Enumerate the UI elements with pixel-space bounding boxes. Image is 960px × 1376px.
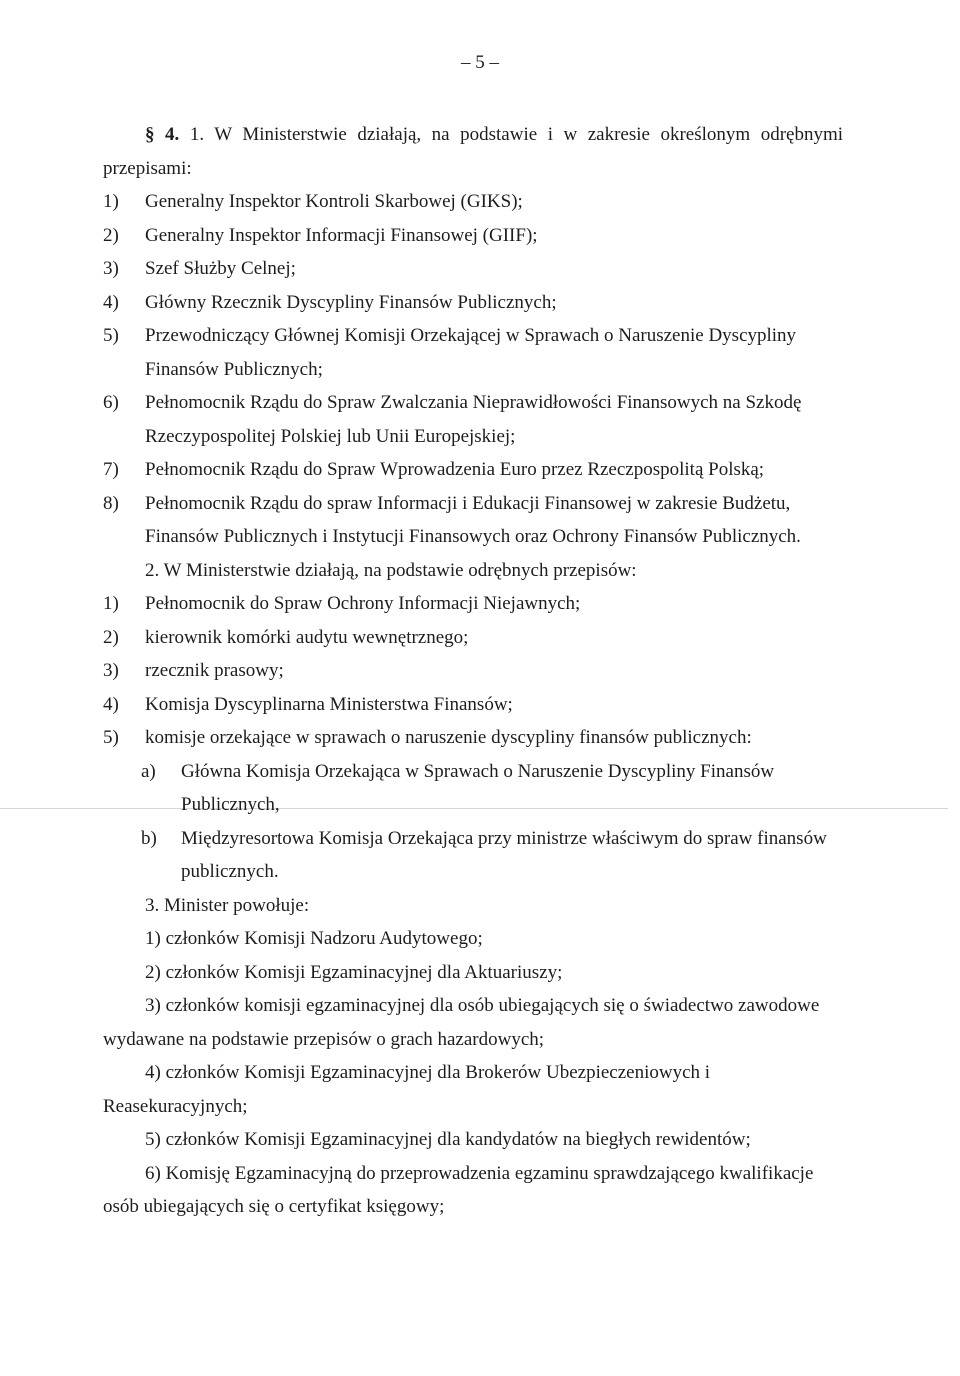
list-item: 2) kierownik komórki audytu wewnętrznego;	[103, 626, 469, 648]
list-item: 7) Pełnomocnik Rządu do Spraw Wprowadzenia Euro przez Rzeczpospolitą Polską;	[103, 459, 765, 480]
list-item: 4) Komisja Dyscyplinarna Ministerstwa Finansów;	[103, 693, 513, 715]
section-sign: § 4.	[145, 124, 180, 145]
document-body	[103, 118, 843, 1224]
list-item: 1) Generalny Inspektor Kontroli Skarbowej (GIKS);	[103, 191, 523, 212]
list-item: 1) Pełnomocnik do Spraw Ochrony Informacji Niejawnych;	[103, 593, 581, 614]
list-item: 5) członków Komisji Egzaminacyjnej dla kandydatów na biegłych rewidentów;	[145, 1129, 751, 1150]
list-item: 5) komisje orzekające w sprawach o naruszenie dyscypliny finansów publicznych:	[103, 727, 752, 748]
s4-p1-intro-line2: przepisami:	[103, 157, 192, 179]
s4-p3-list	[103, 922, 843, 1224]
s4-p1-intro-line1: 1. W Ministerstwie działają, na podstawie i w zakresie określonym odrębnymi	[189, 124, 844, 145]
list-item: 2) członków Komisji Egzaminacyjnej dla Aktuariuszy;	[145, 961, 563, 983]
list-item: b) Międzyresortowa Komisja Orzekająca przy ministrze właściwym do spraw finansów publicznych.	[141, 827, 827, 882]
list-item: 2) Generalny Inspektor Informacji Finansowej (GIIF);	[103, 224, 538, 246]
list-item: 6) Pełnomocnik Rządu do Spraw Zwalczania Nieprawidłowości Finansowych na Szkodę Rzeczypospolitej Polskiej lub Unii Europejskiej;	[103, 392, 802, 447]
list-item: 1) członków Komisji Nadzoru Audytowego;	[145, 928, 483, 949]
s4-p1-list	[103, 185, 843, 554]
list-item: 3) członków komisji egzaminacyjnej dla osób ubiegających się o świadectwo zawodowe wydawane na podstawie przepisów o grach hazardowych;	[103, 995, 820, 1050]
page-number: – 5 –	[461, 52, 499, 73]
list-item: 8) Pełnomocnik Rządu do spraw Informacji i Edukacji Finansowej w zakresie Budżetu, Finansów Publicznych i Instytucji Finansowych oraz Ochrony Finansów Publicznych.	[103, 492, 801, 547]
s4-p2-sublist	[103, 755, 843, 889]
list-item: 4) Główny Rzecznik Dyscypliny Finansów Publicznych;	[103, 291, 557, 313]
list-item: 3) Szef Służby Celnej;	[103, 258, 296, 279]
s4-p1-intro	[103, 118, 843, 152]
list-item: 3) rzecznik prasowy;	[103, 660, 284, 681]
s4-p2-intro: 2. W Ministerstwie działają, na podstawie odrębnych przepisów:	[145, 559, 637, 581]
s4-p3-intro: 3. Minister powołuje:	[145, 894, 310, 916]
s4-p2-list	[103, 587, 843, 889]
list-item: 6) Komisję Egzaminacyjną do przeprowadzenia egzaminu sprawdzającego kwalifikacje osób ubiegających się o certyfikat księgowy;	[103, 1162, 814, 1217]
list-item: a) Główna Komisja Orzekająca w Sprawach o Naruszenie Dyscypliny Finansów Publicznych,	[141, 760, 775, 815]
list-item: 5) Przewodniczący Głównej Komisji Orzekającej w Sprawach o Naruszenie Dyscypliny Finansów Publicznych;	[103, 325, 797, 380]
list-item: 4) członków Komisji Egzaminacyjnej dla Brokerów Ubezpieczeniowych i Reasekuracyjnych;	[103, 1062, 711, 1117]
